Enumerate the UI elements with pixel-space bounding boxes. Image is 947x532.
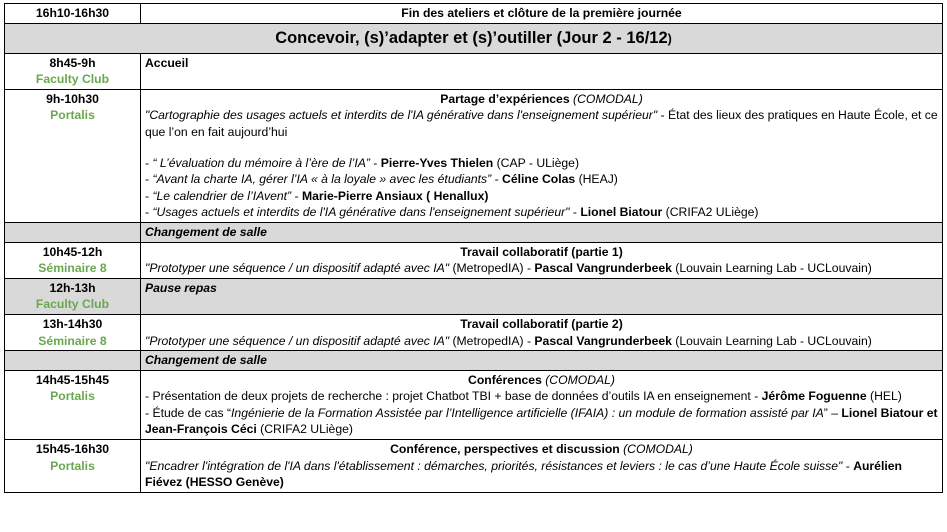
mode-text: (COMODAL) [623, 442, 693, 457]
affiliation: (Louvain Learning Lab - UCLouvain) [671, 333, 872, 348]
list-item [145, 155, 938, 172]
bullet: - [145, 155, 153, 170]
talk-title: "Prototyper une séquence / un dispositif adapté avec IA" [145, 261, 450, 276]
sharing-cell [141, 89, 943, 222]
table-row [5, 4, 943, 24]
collab2-cell [141, 314, 943, 350]
lunch-label: Pause repas [145, 280, 217, 295]
affiliation: (HEL) [866, 389, 902, 404]
time-label: 13h-14h30 [42, 316, 103, 331]
intro-quote: "Cartographie des usages actuels et interdits de l'IA générative dans l'enseignement supérieur" [145, 108, 658, 123]
talk-title: "Encadrer l'intégration de l'IA dans l'établissement : démarches, priorités, résistances et leviers : le cas d’une Haute École suisse" [145, 458, 843, 473]
time-cell [5, 242, 141, 278]
location-label: Faculty Club [35, 72, 110, 87]
talk-title: “Le calendrier de l’IAvent” [152, 188, 292, 203]
day-title-text: Concevoir, (s)’adapter et (s)’outiller (Jour 2 - 16/12 [275, 28, 668, 47]
separator: ” – [823, 405, 842, 420]
affiliation: (CRIFA2 ULiège) [662, 205, 759, 220]
speaker-name: Jérôme Foguenne [761, 389, 867, 404]
affiliation: (CRIFA2 ULiège) [256, 422, 353, 437]
welcome-cell [141, 53, 943, 89]
time-cell [5, 4, 141, 24]
location-label: Portalis [50, 389, 95, 404]
time-cell [5, 53, 141, 89]
speaker-name: Céline Colas [502, 172, 576, 187]
mode-text: (COMODAL) [545, 372, 615, 387]
time-cell [5, 370, 141, 439]
talk-text: - Présentation de deux projets de recherche : projet Chatbot TBI + base de données d’outils IA en enseignement - [145, 389, 762, 404]
room-change-row [5, 222, 943, 242]
closing-text: Fin des ateliers et clôture de la première journée [401, 6, 682, 20]
affiliation: (HEAJ) [575, 172, 618, 187]
list-item [145, 204, 938, 221]
room-change-cell [141, 351, 943, 371]
spacer [145, 141, 938, 155]
session-heading [145, 372, 938, 389]
lunch-cell [141, 278, 943, 314]
location-label: Portalis [50, 458, 95, 473]
lunch-row [5, 278, 943, 314]
table-row [5, 314, 943, 350]
location-label: Faculty Club [35, 297, 110, 312]
table-row [5, 89, 943, 222]
separator: - [369, 155, 381, 170]
list-item [145, 405, 938, 438]
separator: - [491, 172, 503, 187]
speaker-name: Pierre-Yves Thielen [380, 155, 494, 170]
day-title-paren: ) [667, 31, 672, 46]
welcome-label: Accueil [145, 55, 189, 70]
time-label: 16h10-16h30 [35, 6, 110, 20]
room-change-row [5, 351, 943, 371]
program-name: (MetropedIA) - [449, 333, 535, 348]
time-label: 15h45-16h30 [35, 442, 110, 457]
talk-title: “Avant la charte IA, gérer l’IA « à la loyale » avec les étudiants” [152, 172, 492, 187]
talk-title: “Usages actuels et interdits de l'IA générative dans l'enseignement supérieur" [152, 205, 570, 220]
time-label: 14h45-15h45 [35, 372, 110, 387]
speaker-name: Lionel Biatour et Jean-François Céci [145, 405, 938, 437]
location-label: Séminaire 8 [38, 261, 107, 276]
time-cell [5, 89, 141, 222]
closing-cell [141, 4, 943, 24]
speaker-name: Pascal Vangrunderbeek [534, 333, 672, 348]
heading-text: Partage d’expériences [440, 91, 570, 106]
separator: - [291, 188, 302, 203]
room-change-label: Changement de salle [145, 224, 267, 239]
time-cell [5, 440, 141, 493]
mode-text: (COMODAL) [573, 91, 643, 106]
program-page [4, 3, 943, 493]
time-label: 10h45-12h [42, 244, 103, 259]
speaker-name: Pascal Vangrunderbeek [534, 261, 672, 276]
session-heading [145, 91, 938, 108]
talk-title: Ingénierie de la Formation Assistée par l’Intelligence artificielle (IFAIA) : un module de formation assisté par IA [231, 405, 824, 420]
list-item [145, 388, 938, 405]
speaker-name: Marie-Pierre Ansiaux ( Henallux) [301, 188, 489, 203]
day-title-row [5, 23, 943, 53]
bullet: - [145, 172, 153, 187]
final-cell [141, 440, 943, 493]
day-title [5, 23, 943, 53]
bullet: - [145, 188, 153, 203]
program-name: (MetropedIA) - [449, 261, 535, 276]
table-row [5, 242, 943, 278]
session-heading: Travail collaboratif (partie 1) [460, 244, 623, 259]
affiliation: (Louvain Learning Lab - UCLouvain) [671, 261, 872, 276]
session-heading [145, 441, 938, 458]
separator: - [569, 205, 581, 220]
empty-cell [5, 222, 141, 242]
schedule-table [4, 3, 943, 493]
heading-text: Conférences [468, 372, 542, 387]
empty-cell [5, 351, 141, 371]
speaker-name: Lionel Biatour [580, 205, 663, 220]
session-detail [145, 333, 938, 350]
collab1-cell [141, 242, 943, 278]
session-heading: Travail collaboratif (partie 2) [460, 316, 623, 331]
talk-title: "Prototyper une séquence / un dispositif adapté avec IA" [145, 333, 450, 348]
time-label: 12h-13h [49, 280, 96, 295]
time-label: 9h-10h30 [46, 91, 99, 106]
bullet: - [145, 205, 153, 220]
speaker-name: Aurélien Fiévez (HESSO Genève) [145, 458, 902, 490]
table-row [5, 440, 943, 493]
room-change-label: Changement de salle [145, 353, 267, 368]
table-row [5, 53, 943, 89]
intro-text [145, 107, 938, 140]
list-item [145, 171, 938, 188]
intro-rest: - État des lieux des pratiques en Haute École, et ce que l’on en fait aujourd’hui [145, 108, 938, 139]
separator: - [842, 458, 854, 473]
location-label: Séminaire 8 [38, 333, 107, 348]
time-label: 8h45-9h [49, 55, 96, 70]
conferences-cell [141, 370, 943, 439]
time-cell [5, 314, 141, 350]
session-detail [145, 260, 938, 277]
affiliation: (CAP - ULiège) [493, 155, 580, 170]
talk-prefix: - Étude de cas “ [145, 405, 232, 420]
time-cell [5, 278, 141, 314]
location-label: Portalis [50, 108, 95, 123]
session-detail [145, 458, 938, 491]
room-change-cell [141, 222, 943, 242]
heading-text: Conférence, perspectives et discussion [390, 442, 620, 457]
talk-title: “ L’évaluation du mémoire à l’ère de l’IA” [152, 155, 370, 170]
table-row [5, 370, 943, 439]
list-item [145, 188, 938, 205]
